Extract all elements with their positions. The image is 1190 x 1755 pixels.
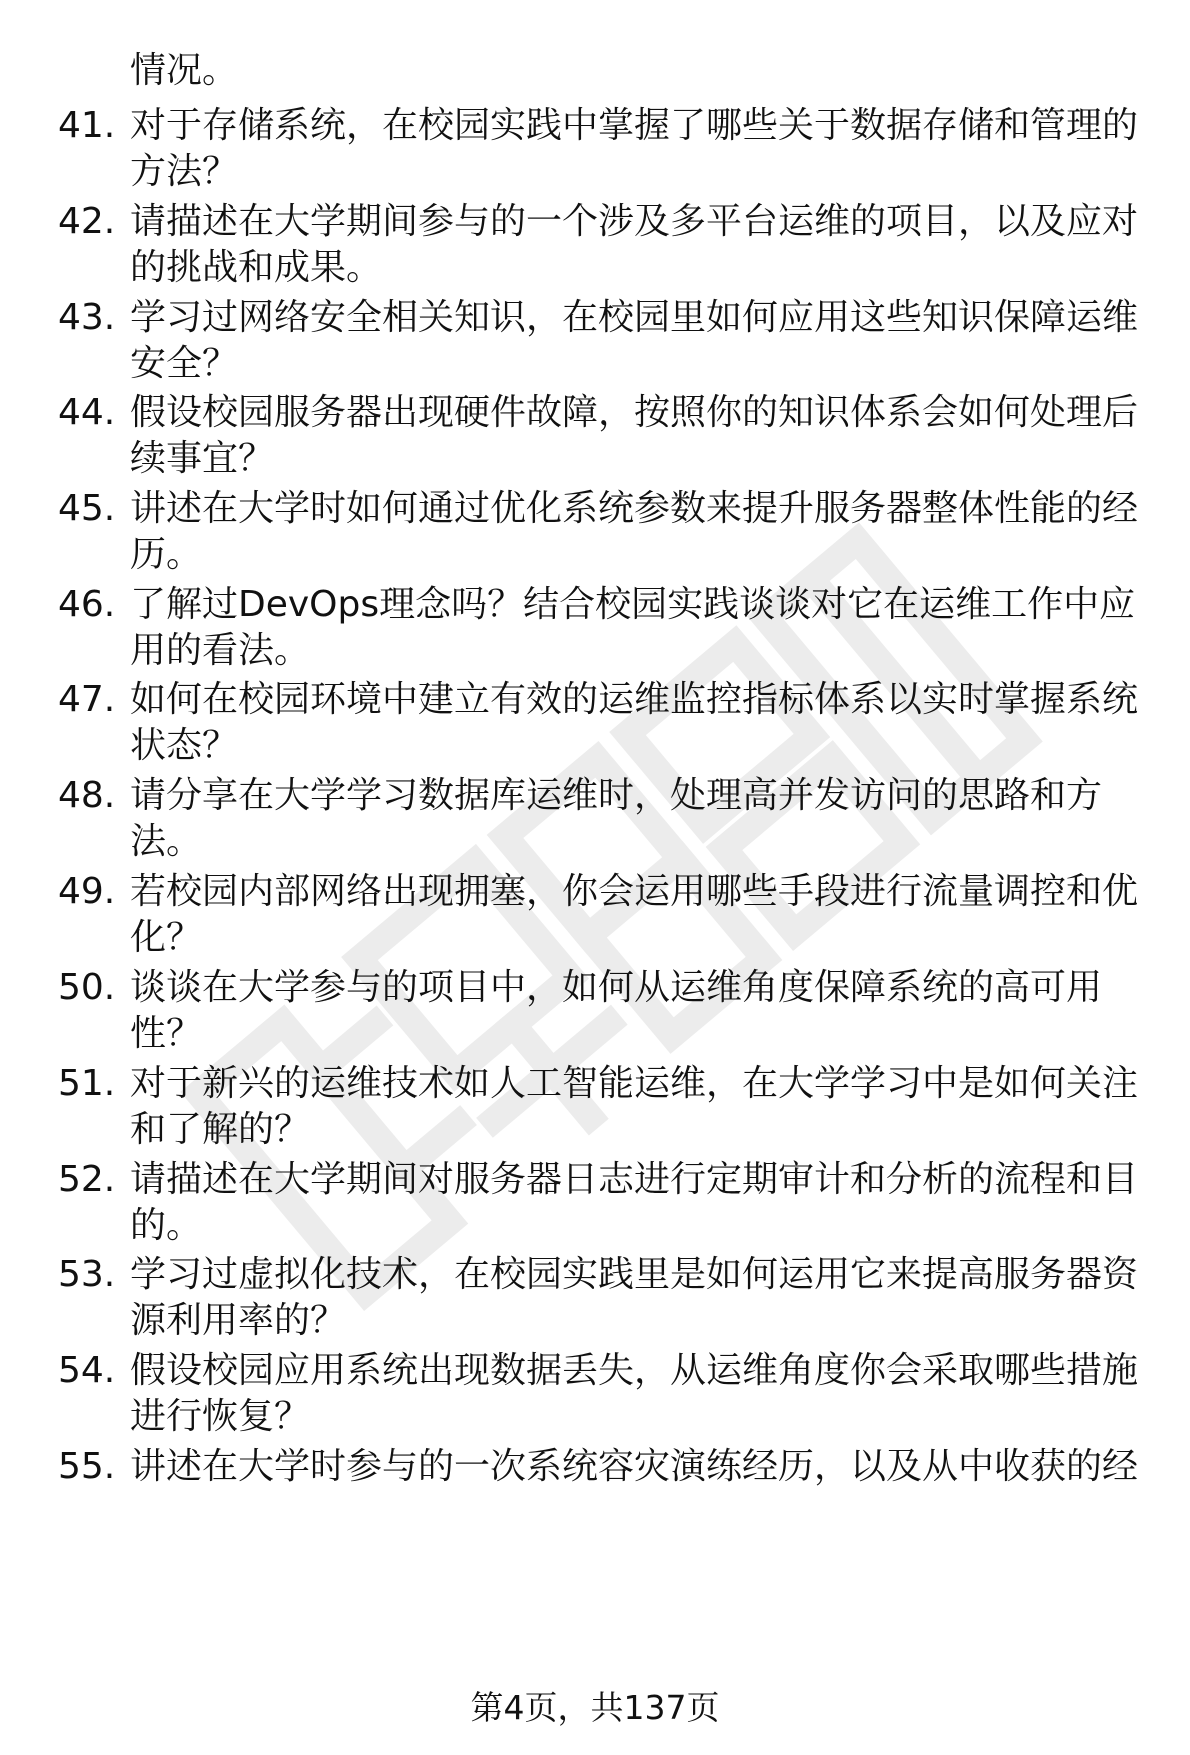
question-text-line-2: 的。 <box>130 1205 203 1246</box>
question-text-line-2: 进行恢复？ <box>130 1396 311 1437</box>
question-text-line-1: 学习过虚拟化技术，在校园实践里是如何运用它来提高服务器资 <box>130 1254 1139 1295</box>
question-text-line-1: 讲述在大学时如何通过优化系统参数来提升服务器整体性能的经 <box>130 488 1139 529</box>
question-number: 45. <box>58 488 116 529</box>
question-text-line-2: 方法？ <box>130 151 239 192</box>
question-text-line-2: 历。 <box>130 534 203 575</box>
question-number: 54. <box>58 1350 116 1391</box>
question-text-line-2: 安全？ <box>130 343 239 384</box>
question-text-line-2: 的挑战和成果。 <box>130 247 383 288</box>
question-number: 44. <box>58 392 116 433</box>
page-number-footer: 第4页，共137页 <box>470 1688 720 1727</box>
question-number: 51. <box>58 1063 116 1104</box>
question-number: 46. <box>58 584 116 625</box>
question-text-line-1: 谈谈在大学参与的项目中，如何从运维角度保障系统的高可用 <box>130 967 1103 1008</box>
question-text-line-2: 化？ <box>130 917 203 958</box>
question-number: 41. <box>58 105 116 146</box>
question-text-line-2: 续事宜？ <box>130 438 275 479</box>
question-number: 55. <box>58 1446 116 1487</box>
question-text-line-1: 若校园内部网络出现拥塞，你会运用哪些手段进行流量调控和优 <box>130 871 1139 912</box>
question-text-line-2: 源利用率的？ <box>130 1300 347 1341</box>
question-text-line-1: 如何在校园环境中建立有效的运维监控指标体系以实时掌握系统 <box>130 679 1139 720</box>
question-number: 49. <box>58 871 116 912</box>
question-text-line-2: 法。 <box>130 821 203 862</box>
question-number: 47. <box>58 679 116 720</box>
question-number: 48. <box>58 775 116 816</box>
question-text-line-1: 了解过DevOps理念吗？结合校园实践谈谈对它在运维工作中应 <box>130 584 1136 625</box>
question-number: 52. <box>58 1159 116 1200</box>
continued-text-line: 情况。 <box>130 50 239 91</box>
question-text-line-1: 讲述在大学时参与的一次系统容灾演练经历，以及从中收获的经 <box>130 1446 1139 1487</box>
question-text-line-1: 假设校园服务器出现硬件故障，按照你的知识体系会如何处理后 <box>130 392 1139 433</box>
question-text-line-2: 和了解的？ <box>130 1109 311 1150</box>
question-text-line-1: 请描述在大学期间对服务器日志进行定期审计和分析的流程和目 <box>130 1159 1139 1200</box>
question-text-line-1: 对于新兴的运维技术如人工智能运维，在大学学习中是如何关注 <box>130 1063 1139 1104</box>
question-text-line-1: 学习过网络安全相关知识，在校园里如何应用这些知识保障运维 <box>130 297 1139 338</box>
question-text-line-1: 假设校园应用系统出现数据丢失，从运维角度你会采取哪些措施 <box>130 1350 1139 1391</box>
question-text-line-2: 状态？ <box>130 725 239 766</box>
question-number: 50. <box>58 967 116 1008</box>
question-text-line-2: 用的看法。 <box>130 630 311 671</box>
question-number: 43. <box>58 297 116 338</box>
question-text-line-1: 对于存储系统，在校园实践中掌握了哪些关于数据存储和管理的 <box>130 105 1139 146</box>
question-number: 42. <box>58 201 116 242</box>
question-text-line-1: 请描述在大学期间参与的一个涉及多平台运维的项目，以及应对 <box>130 201 1139 242</box>
question-number: 53. <box>58 1254 116 1295</box>
question-text-line-1: 请分享在大学学习数据库运维时，处理高并发访问的思路和方 <box>130 775 1103 816</box>
question-text-line-2: 性？ <box>130 1013 203 1054</box>
